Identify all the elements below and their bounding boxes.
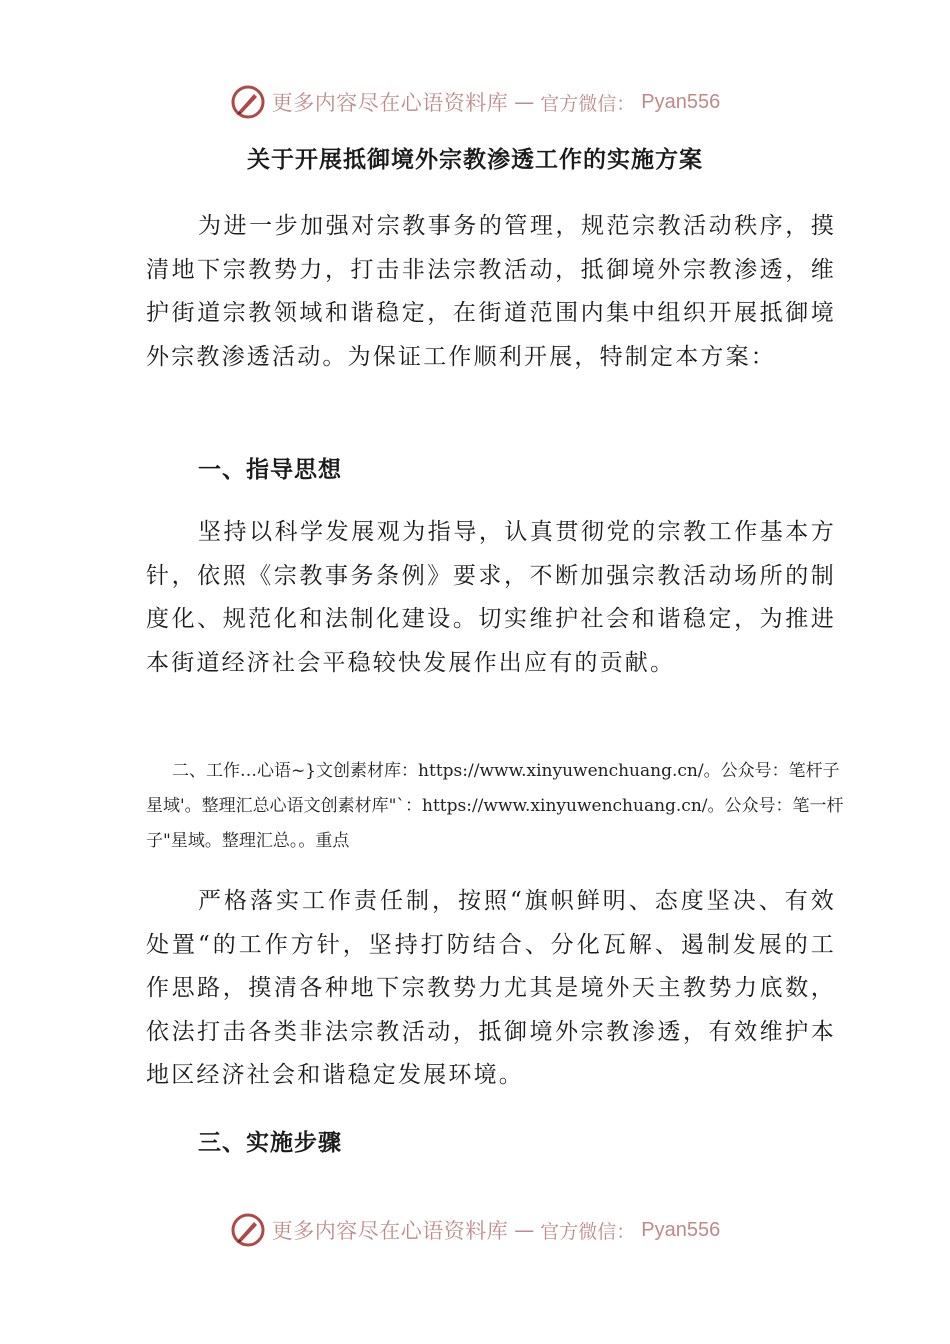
watermark-handle: Pyan556 xyxy=(641,1218,721,1241)
section-paragraph-key-work: 严格落实工作责任制，按照“旗帜鲜明、态度坚决、有效处置“的工作方针，坚持打防结合、分化瓦解、遏制发展的工作思路，摸清各种地下宗教势力尤其是境外天主教势力底数，依法打击各类非法宗教活动，抵御境外宗教渗透，有效维护本地区经济社会和谐稳定发展环境。 xyxy=(146,888,836,1088)
section-paragraph-inserted-notice: 二、工作…心语~}文创素材库：https://www.xinyuwenchuang.cn/。公众号：笔杆子星域'。整理汇总心语文创素材库"`：https://www.xinyuwenchuang.cn/。公众号：笔一杆子"星域。整理汇总。。重点 xyxy=(146,761,844,851)
watermark-header xyxy=(0,84,950,120)
watermark-label: 官方微信： xyxy=(540,1220,636,1243)
section-heading-guiding-ideology: 一、指导思想 xyxy=(198,457,342,483)
watermark-handle: Pyan556 xyxy=(641,90,721,113)
document-title: 关于开展抵御境外宗教渗透工作的实施方案 xyxy=(247,147,703,173)
intro-paragraph: 为进一步加强对宗教事务的管理，规范宗教活动秩序，摸清地下宗教势力，打击非法宗教活动，抵御境外宗教渗透，维护街道宗教领域和谐稳定，在街道范围内集中组织开展抵御境外宗教渗透活动。为保证工作顺利开展，特制定本方案： xyxy=(146,213,836,370)
watermark-separator: — xyxy=(514,90,535,114)
section-paragraph-guiding-ideology: 坚持以科学发展观为指导，认真贯彻党的宗教工作基本方针，依照《宗教事务条例》要求，不断加强宗教活动场所的制度化、规范化和法制化建设。切实维护社会和谐稳定，为推进本街道经济社会平稳较快发展作出应有的贡献。 xyxy=(146,519,836,676)
watermark-separator: — xyxy=(514,1218,535,1242)
pen-logo-icon xyxy=(230,84,266,120)
watermark-footer xyxy=(0,1212,950,1248)
pen-logo-icon xyxy=(230,1212,266,1248)
section-heading-implementation-steps: 三、实施步骤 xyxy=(198,1130,342,1156)
watermark-text: 更多内容尽在心语资料库 xyxy=(271,91,509,115)
watermark-text: 更多内容尽在心语资料库 xyxy=(271,1219,509,1243)
watermark-label: 官方微信： xyxy=(540,92,636,115)
